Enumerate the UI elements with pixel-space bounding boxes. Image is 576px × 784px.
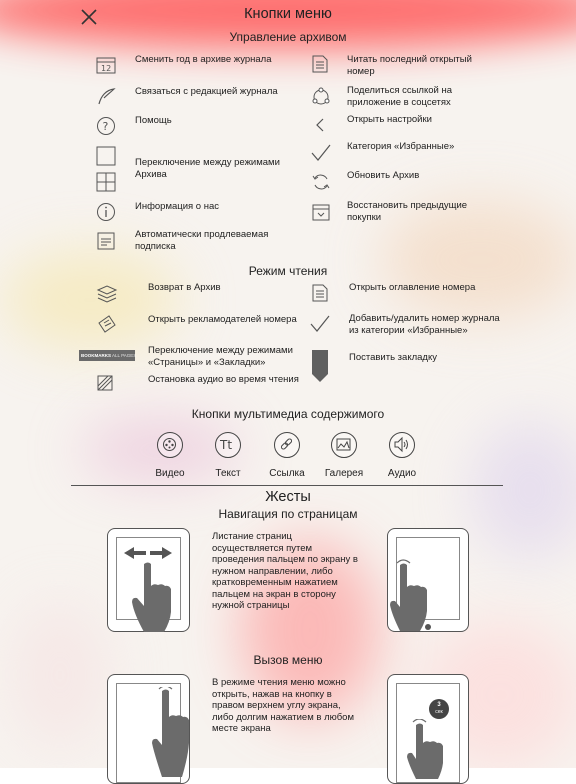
bookmark-icon: [312, 350, 328, 382]
checkmark-icon: [310, 143, 332, 163]
svg-text:Tt: Tt: [220, 438, 233, 452]
text-label: Текст: [215, 468, 241, 479]
read-issue-icon: [311, 54, 329, 74]
share-icon: [311, 87, 331, 107]
share-label: Поделиться ссылкой на приложение в соцсетях: [347, 85, 452, 108]
chevron-left-icon: [314, 117, 326, 133]
gestures-section-title: Жесты: [265, 489, 311, 505]
open-settings-label: Открыть настройки: [347, 114, 432, 125]
section-divider: [71, 485, 503, 486]
toc-icon: [311, 283, 329, 303]
bookmarks-tab-left: BOOKMARKS: [81, 353, 111, 358]
tablet-swipe-illustration: [107, 528, 190, 632]
timer-unit: сек: [435, 709, 443, 715]
page-title: Кнопки меню: [244, 6, 332, 22]
video-icon: [157, 432, 183, 458]
gallery-label: Галерея: [324, 468, 364, 479]
timer-badge: [429, 699, 449, 719]
view-mode-icon: [96, 146, 116, 192]
link-icon: [274, 432, 300, 458]
archive-mode-label: Переключение между режимами Архива: [135, 157, 280, 180]
text-icon: [215, 432, 241, 458]
read-last-issue-label: Читать последний открытый номер: [347, 54, 472, 77]
multimedia-section-title: Кнопки мультимедиа содержимого: [191, 407, 385, 421]
page-navigation-title: Навигация по страницам: [218, 507, 358, 521]
checkmark-icon: [309, 314, 331, 334]
open-advertisers-label: Открыть рекламодателей номера: [148, 314, 297, 325]
audio-icon: [389, 432, 415, 458]
info-icon: [96, 202, 116, 222]
svg-text:12: 12: [101, 64, 112, 73]
toggle-favorite-label: Добавить/удалить номер журнала из категории «Избранные»: [349, 313, 500, 336]
audio-label: Аудио: [387, 468, 417, 479]
pages-bookmarks-mode-label: Переключение между режимами «Страницы» и «Закладки»: [148, 345, 293, 368]
return-to-archive-label: Возврат в Архив: [148, 282, 221, 293]
calendar-icon: [96, 56, 116, 74]
archive-section-title: Управление архивом: [229, 30, 347, 44]
contact-editors-label: Связаться с редакцией журнала: [135, 86, 278, 97]
favorites-category-label: Категория «Избранные»: [347, 141, 455, 152]
bookmarks-tab-icon: [79, 350, 135, 361]
help-label: Помощь: [135, 115, 172, 126]
feather-icon: [96, 86, 116, 106]
help-icon: [96, 116, 116, 136]
change-year-label: Сменить год в архиве журнала: [135, 54, 272, 65]
refresh-icon: [311, 172, 331, 192]
video-label: Видео: [155, 468, 185, 479]
gallery-icon: [331, 432, 357, 458]
about-label: Информация о нас: [135, 201, 220, 212]
reading-section-title: Режим чтения: [248, 264, 328, 278]
tablet-tap-illustration: [387, 528, 469, 632]
refresh-archive-label: Обновить Архив: [347, 170, 420, 181]
menu-call-text: В режиме чтения меню можно открыть, нажав на кнопку в правом верхнем углу экрана, либо долгим нажатием в любом месте экрана: [212, 677, 354, 734]
svg-text:?: ?: [102, 120, 109, 133]
add-bookmark-label: Поставить закладку: [349, 352, 437, 363]
subscription-label: Автоматически продлеваемая подписка: [135, 229, 269, 252]
advertisers-icon: [96, 313, 118, 335]
menu-call-title: Вызов меню: [253, 653, 323, 667]
open-toc-label: Открыть оглавление номера: [349, 282, 476, 293]
page-navigation-text: Листание страниц осуществляется путем проведения пальцем по экрану в нужном направлении, либо кратковременным нажатием пальцем на экран в сторону нужной страницы: [212, 531, 358, 611]
restore-icon: [311, 202, 331, 222]
stack-icon: [96, 284, 118, 304]
link-label: Ссылка: [269, 468, 305, 479]
bookmarks-tab-right: ALL PAGES: [112, 353, 137, 358]
stop-audio-label: Остановка аудио во время чтения: [148, 374, 299, 385]
timer-seconds: 3: [437, 702, 441, 708]
audio-stop-icon: [97, 375, 113, 391]
restore-purchases-label: Восстановить предыдущие покупки: [347, 200, 468, 223]
subscription-icon: [96, 231, 116, 251]
